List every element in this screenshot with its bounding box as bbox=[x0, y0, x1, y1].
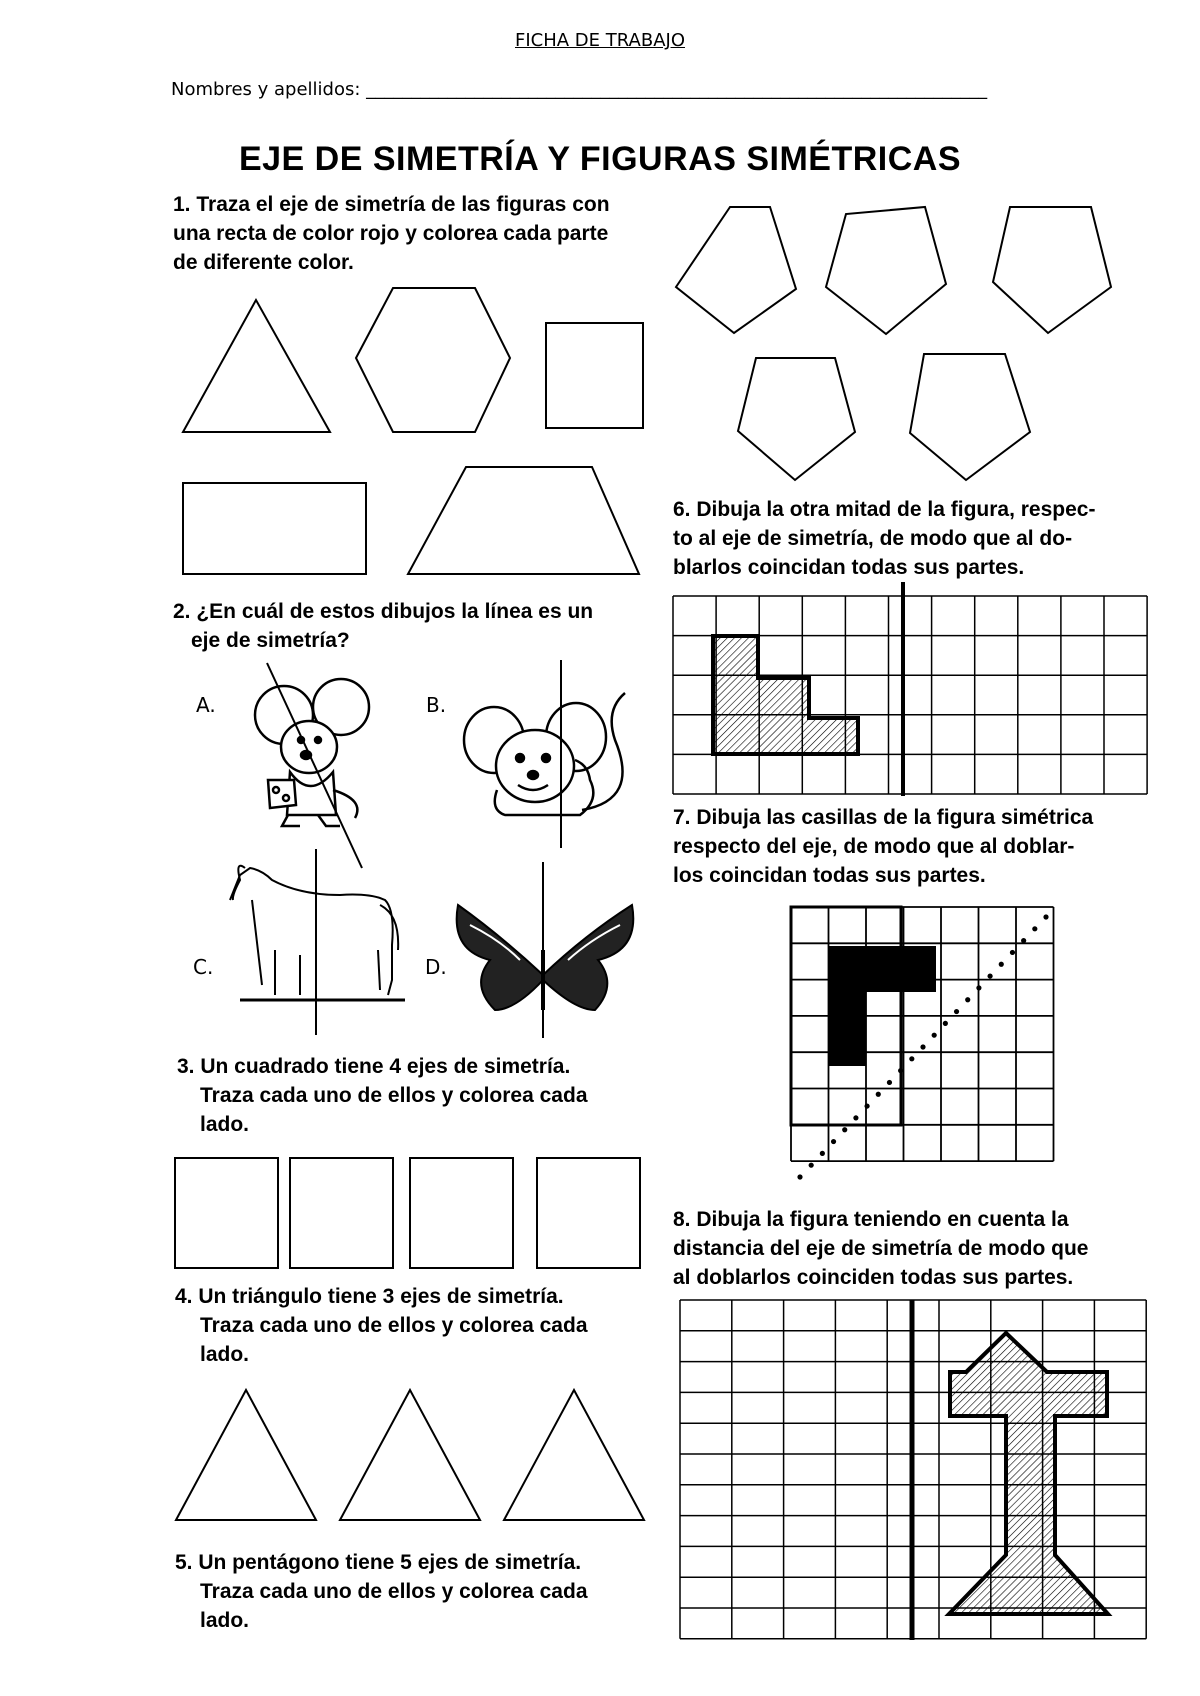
q5-line: 5. Un pentágono tiene 5 ejes de simetría. bbox=[175, 1551, 582, 1574]
page-title: EJE DE SIMETRÍA Y FIGURAS SIMÉTRICAS bbox=[238, 140, 962, 178]
question-5 bbox=[175, 1548, 588, 1635]
q7-line: 7. Dibuja las casillas de la figura simétrica bbox=[673, 806, 1094, 829]
worksheet-label: FICHA DE TRABAJO bbox=[515, 30, 685, 51]
q1-line: de diferente color. bbox=[173, 251, 354, 274]
q5-line: Traza cada uno de ellos y colorea cada bbox=[200, 1580, 588, 1603]
q2-line: eje de simetría? bbox=[191, 629, 350, 652]
q3-line: 3. Un cuadrado tiene 4 ejes de simetría. bbox=[177, 1055, 571, 1078]
q4-triangle-2 bbox=[340, 1390, 480, 1520]
q4-line: lado. bbox=[200, 1343, 250, 1366]
option-c-label[interactable]: C. bbox=[193, 955, 214, 979]
q6-line: to al eje de simetría, de modo que al do- bbox=[673, 527, 1073, 550]
q3-line: lado. bbox=[200, 1113, 250, 1136]
q4-line: Traza cada uno de ellos y colorea cada bbox=[200, 1314, 588, 1337]
q5-line: lado. bbox=[200, 1609, 250, 1632]
q2-line: 2. ¿En cuál de estos dibujos la línea es un bbox=[173, 600, 594, 623]
q6-line: 6. Dibuja la otra mitad de la figura, respec- bbox=[673, 498, 1096, 521]
q6-line: blarlos coincidan todas sus partes. bbox=[673, 556, 1025, 579]
q4-triangle-3 bbox=[504, 1390, 644, 1520]
q7-line: los coincidan todas sus partes. bbox=[673, 864, 986, 887]
option-d-label[interactable]: D. bbox=[425, 955, 447, 979]
option-b-label[interactable]: B. bbox=[426, 693, 447, 717]
q1-line: 1. Traza el eje de simetría de las figuras con bbox=[173, 193, 610, 216]
option-a-label[interactable]: A. bbox=[196, 693, 216, 717]
q8-line: distancia del eje de simetría de modo que bbox=[673, 1237, 1089, 1260]
q3-line: Traza cada uno de ellos y colorea cada bbox=[200, 1084, 588, 1107]
q8-line: 8. Dibuja la figura teniendo en cuenta la bbox=[673, 1208, 1069, 1231]
q8-line: al doblarlos coinciden todas sus partes. bbox=[673, 1266, 1074, 1289]
q4-line: 4. Un triángulo tiene 3 ejes de simetría. bbox=[175, 1285, 564, 1308]
q7-line: respecto del eje, de modo que al doblar- bbox=[673, 835, 1075, 858]
q4-triangle-1 bbox=[176, 1390, 316, 1520]
q1-line: una recta de color rojo y colorea cada parte bbox=[173, 222, 609, 245]
name-blank-line: _____________________________________________________________________ bbox=[366, 79, 988, 100]
name-label: Nombres y apellidos: bbox=[171, 79, 367, 100]
